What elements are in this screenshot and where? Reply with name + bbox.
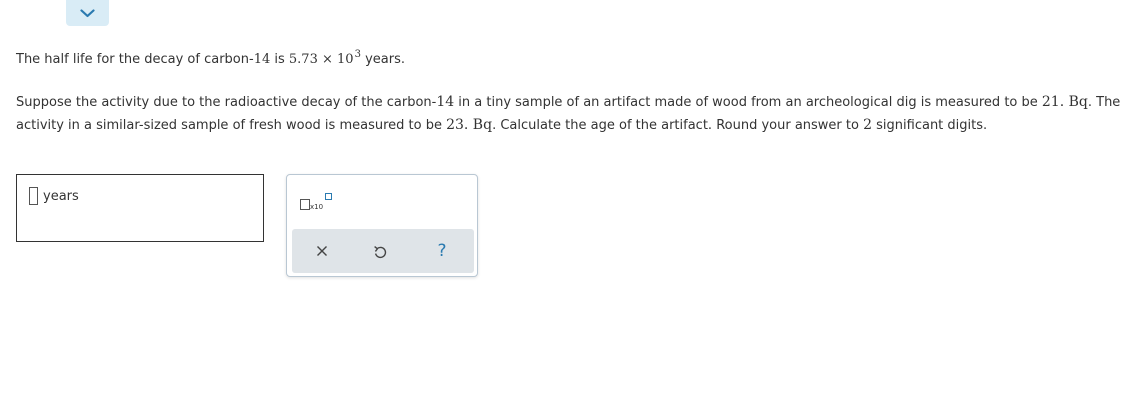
x10-label: x10 <box>310 203 324 211</box>
prompt-text-3: . The activity in a similar-sized sample of fresh wood is measured to be <box>16 95 1121 133</box>
significant-digits: 2 <box>863 117 873 133</box>
undo-icon <box>373 244 387 259</box>
half-life-statement <box>16 49 405 67</box>
times-sign: × <box>317 52 338 67</box>
isotope-number: 14 <box>253 52 271 67</box>
undo-button[interactable] <box>360 229 400 273</box>
mantissa-placeholder-icon <box>300 199 310 210</box>
half-life-text-2: is <box>270 52 289 67</box>
half-life-text-1: The half life for the decay of carbon- <box>16 52 254 67</box>
collapse-toggle-button[interactable] <box>66 0 109 26</box>
clear-button[interactable] <box>302 229 342 273</box>
toolbar-action-row <box>292 229 474 273</box>
half-life-unit: years. <box>360 52 405 67</box>
fresh-activity: 23. Bq <box>446 117 493 133</box>
answer-entry-box[interactable] <box>16 174 264 242</box>
half-life-mantissa: 5.73 <box>288 52 318 67</box>
help-icon: ? <box>437 241 447 261</box>
prompt-text-2: in a tiny sample of an artifact made of wood from an archeological dig is measured to be <box>454 95 1042 110</box>
math-toolbar <box>286 174 478 277</box>
answer-unit-label: years <box>43 189 79 204</box>
half-life-base: 10 <box>337 52 354 67</box>
question-prompt <box>16 91 1126 137</box>
prompt-text-1: Suppose the activity due to the radioactive decay of the carbon- <box>16 95 437 110</box>
half-life-exponent: 3 <box>354 49 361 60</box>
close-icon <box>316 245 328 257</box>
isotope-number: 14 <box>436 94 455 110</box>
prompt-text-4: . Calculate the age of the artifact. Round your answer to <box>492 118 864 133</box>
scientific-notation-button[interactable] <box>300 193 336 215</box>
help-button[interactable] <box>422 229 462 273</box>
exponent-placeholder-icon <box>325 193 332 200</box>
prompt-text-5: significant digits. <box>872 118 988 133</box>
chevron-down-icon <box>80 9 95 18</box>
answer-input[interactable] <box>29 187 38 205</box>
sample-activity: 21. Bq <box>1041 94 1088 110</box>
